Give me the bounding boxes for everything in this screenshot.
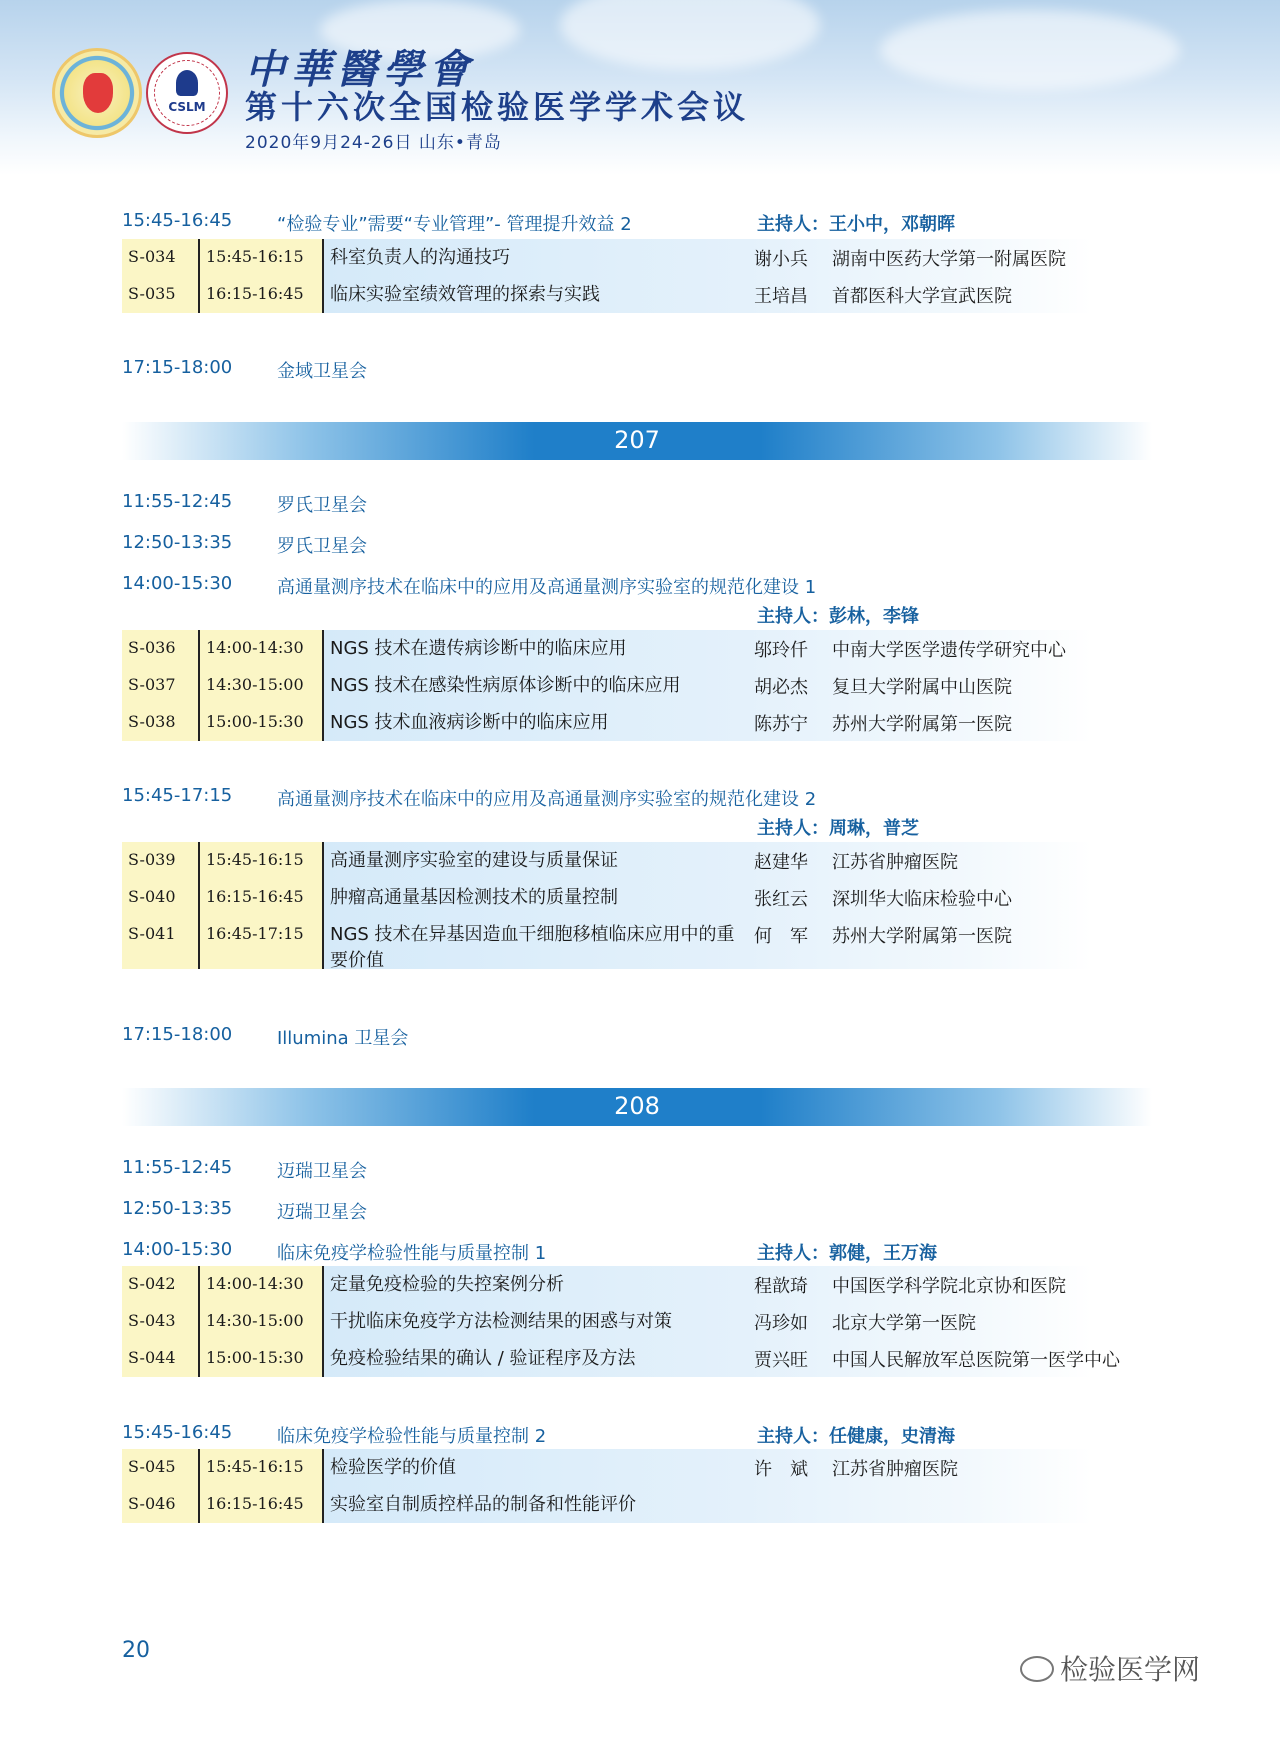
table-row: S-042 14:00-14:30 定量免疫检验的失控案例分析 程歆琦 中国医学科学院北京协和医院 <box>122 1266 1092 1303</box>
session-table <box>122 1449 1092 1523</box>
page-number: 20 <box>122 1638 150 1663</box>
session-chair: 主持人：郭健，王万海 <box>757 1243 937 1264</box>
table-row: S-046 16:15-16:45 实验室自制质控样品的制备和性能评价 <box>122 1486 1092 1523</box>
satellite-session: 12:50-13:35 迈瑞卫星会 <box>122 1198 367 1223</box>
session-table <box>122 630 1092 741</box>
session-chair-line <box>122 602 1122 628</box>
table-row: S-037 14:30-15:00 NGS 技术在感染性病原体诊断中的临床应用 胡必杰 复旦大学附属中山医院 <box>122 667 1092 704</box>
cma-emblem-icon <box>83 73 113 113</box>
session-header: 14:00-15:30 临床免疫学检验性能与质量控制 1 主持人：郭健，王万海 <box>122 1239 937 1264</box>
table-row: S-045 15:45-16:15 检验医学的价值 许 斌 江苏省肿瘤医院 <box>122 1449 1092 1486</box>
room-207-bar: 207 <box>122 422 1152 460</box>
room-208-bar: 208 <box>122 1088 1152 1126</box>
session-name: 临床免疫学检验性能与质量控制 2 <box>277 1426 547 1447</box>
session-header: 15:45-16:45 “检验专业”需要“专业管理”- 管理提升效益 2 主持人：王小中，邓朝晖 <box>122 210 955 235</box>
table-row: S-041 16:45-17:15 NGS 技术在异基因造血干细胞移植临床应用中的重要价值 何 军 苏州大学附属第一医院 <box>122 916 1092 969</box>
session-name: 临床免疫学检验性能与质量控制 1 <box>277 1243 547 1264</box>
wechat-icon <box>1020 1656 1054 1682</box>
session-table <box>122 842 1092 969</box>
satellite-session: 11:55-12:45 迈瑞卫星会 <box>122 1157 367 1182</box>
satellite-session: 17:15-18:00 金域卫星会 <box>122 357 367 382</box>
org-name: 中華醫學會 <box>245 46 475 93</box>
table-row: S-035 16:15-16:45 临床实验室绩效管理的探索与实践 王培昌 首都医科大学宣武医院 <box>122 276 1092 313</box>
session-name: 高通量测序技术在临床中的应用及高通量测序实验室的规范化建设 1 <box>277 577 817 598</box>
session-table <box>122 239 1092 313</box>
session-name: 高通量测序技术在临床中的应用及高通量测序实验室的规范化建设 2 <box>277 789 817 810</box>
table-row: S-044 15:00-15:30 免疫检验结果的确认 / 验证程序及方法 贾兴旺 中国人民解放军总医院第一医学中心 <box>122 1340 1092 1377</box>
table-row: S-043 14:30-15:00 干扰临床免疫学方法检测结果的困惑与对策 冯珍如 北京大学第一医院 <box>122 1303 1092 1340</box>
table-row: S-040 16:15-16:45 肿瘤高通量基因检测技术的质量控制 张红云 深圳华大临床检验中心 <box>122 879 1092 916</box>
conference-date-place: 2020年9月24-26日 山东•青岛 <box>245 133 502 153</box>
satellite-session: 17:15-18:00 Illumina 卫星会 <box>122 1024 409 1049</box>
satellite-session: 11:55-12:45 罗氏卫星会 <box>122 491 367 516</box>
table-row: S-038 15:00-15:30 NGS 技术血液病诊断中的临床应用 陈苏宁 苏州大学附属第一医院 <box>122 704 1092 741</box>
session-chair: 主持人：任健康，史清海 <box>757 1426 955 1447</box>
conference-title: 第十六次全国检验医学学术会议 <box>245 88 750 126</box>
watermark: 检验医学网 <box>1020 1648 1200 1688</box>
table-row: S-039 15:45-16:15 高通量测序实验室的建设与质量保证 赵建华 江苏省肿瘤医院 <box>122 842 1092 879</box>
session-chair-line <box>122 814 1122 840</box>
satellite-session: 12:50-13:35 罗氏卫星会 <box>122 532 367 557</box>
page-header <box>0 0 1280 175</box>
session-chair: 主持人：彭林，李锋 <box>757 606 919 627</box>
session-chair: 主持人：王小中，邓朝晖 <box>757 214 955 235</box>
session-table <box>122 1266 1120 1377</box>
session-header: 14:00-15:30 高通量测序技术在临床中的应用及高通量测序实验室的规范化建设 1 <box>122 573 817 598</box>
cslm-logo: CSLM <box>146 52 228 134</box>
session-header: 15:45-17:15 高通量测序技术在临床中的应用及高通量测序实验室的规范化建设 2 <box>122 785 817 810</box>
table-row: S-036 14:00-14:30 NGS 技术在遗传病诊断中的临床应用 邬玲仟 中南大学医学遗传学研究中心 <box>122 630 1092 667</box>
cma-logo <box>52 48 142 138</box>
session-header: 15:45-16:45 临床免疫学检验性能与质量控制 2 主持人：任健康，史清海 <box>122 1422 955 1447</box>
session-chair: 主持人：周琳，普芝 <box>757 818 919 839</box>
table-row: S-034 15:45-16:15 科室负责人的沟通技巧 谢小兵 湖南中医药大学第一附属医院 <box>122 239 1092 276</box>
cslm-emblem-icon <box>176 70 198 96</box>
session-name: “检验专业”需要“专业管理”- 管理提升效益 2 <box>277 214 632 235</box>
